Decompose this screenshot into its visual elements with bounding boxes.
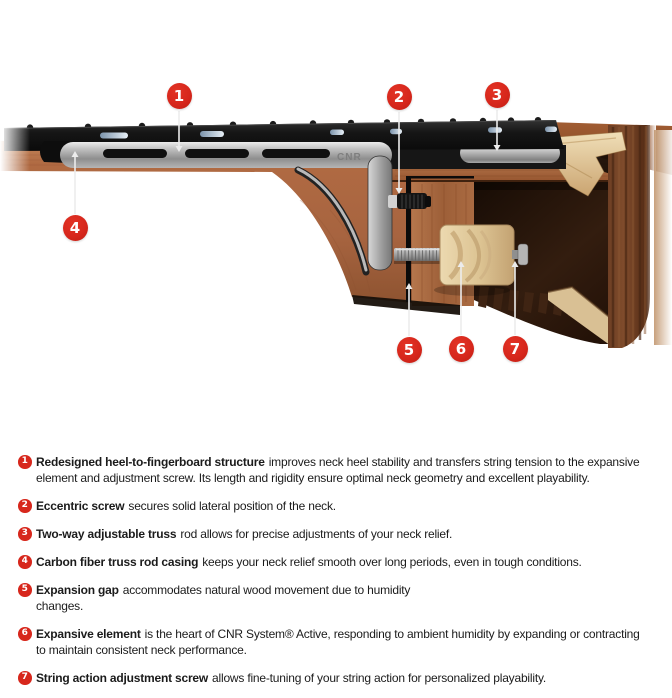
left-edge-fade	[0, 108, 30, 193]
legend-item-4	[18, 554, 648, 570]
legend-bullet-7: 7	[18, 671, 32, 685]
legend-bullet-3: 3	[18, 527, 32, 541]
legend-bullet-4: 4	[18, 555, 32, 569]
callout-5: 5	[397, 337, 422, 363]
part-description-2: secures solid lateral position of the neck.	[128, 499, 336, 513]
part-description-5: accommodates natural wood movement due to humidity changes.	[36, 583, 411, 613]
legend-item-2	[18, 498, 648, 514]
truss-rod-casing	[60, 142, 392, 168]
legend-bullet-1: 1	[18, 455, 32, 469]
callout-1: 1	[167, 83, 192, 109]
callout-6: 6	[449, 336, 474, 362]
part-description-1: improves neck heel stability and transfers string tension to the expansive element and adjustment screw. Its length and rigidity ensure optimal neck geometry and excellent playability.	[36, 455, 640, 485]
part-description-3: rod allows for precise adjustments of your neck relief.	[180, 527, 453, 541]
part-name-4: Carbon fiber truss rod casing	[36, 555, 199, 569]
adjustment-screw	[394, 248, 444, 264]
legend	[18, 454, 648, 686]
part-name-2: Eccentric screw	[36, 499, 125, 513]
body-side-panel	[608, 125, 650, 348]
legend-item-6	[18, 626, 648, 658]
part-description-6: is the heart of CNR System® Active, responding to ambient humidity by expanding or contracting to maintain consistent neck performance.	[36, 627, 640, 657]
callout-4: 4	[63, 215, 88, 241]
legend-item-1	[18, 454, 648, 486]
part-name-3: Two-way adjustable truss	[36, 527, 177, 541]
part-name-7: String action adjustment screw	[36, 671, 209, 685]
part-description-7: allows fine-tuning of your string action for personalized playability.	[212, 671, 547, 685]
callout-3: 3	[485, 82, 510, 108]
part-name-1: Redesigned heel-to-fingerboard structure	[36, 455, 265, 469]
legend-item-7	[18, 670, 648, 686]
eccentric-screw	[388, 193, 431, 209]
part-name-6: Expansive element	[36, 627, 141, 641]
casing-embossed-label: CNR	[337, 152, 362, 163]
legend-bullet-6: 6	[18, 627, 32, 641]
callout-2: 2	[387, 84, 412, 110]
part-name-5: Expansion gap	[36, 583, 119, 597]
part-description-4: keeps your neck relief smooth over long periods, even in tough conditions.	[202, 555, 582, 569]
side-outer-edge	[654, 130, 672, 345]
legend-item-5	[18, 582, 648, 614]
legend-bullet-2: 2	[18, 499, 32, 513]
expansive-element	[434, 225, 514, 296]
legend-item-3	[18, 526, 648, 542]
callout-7: 7	[503, 336, 528, 362]
legend-bullet-5: 5	[18, 583, 32, 597]
